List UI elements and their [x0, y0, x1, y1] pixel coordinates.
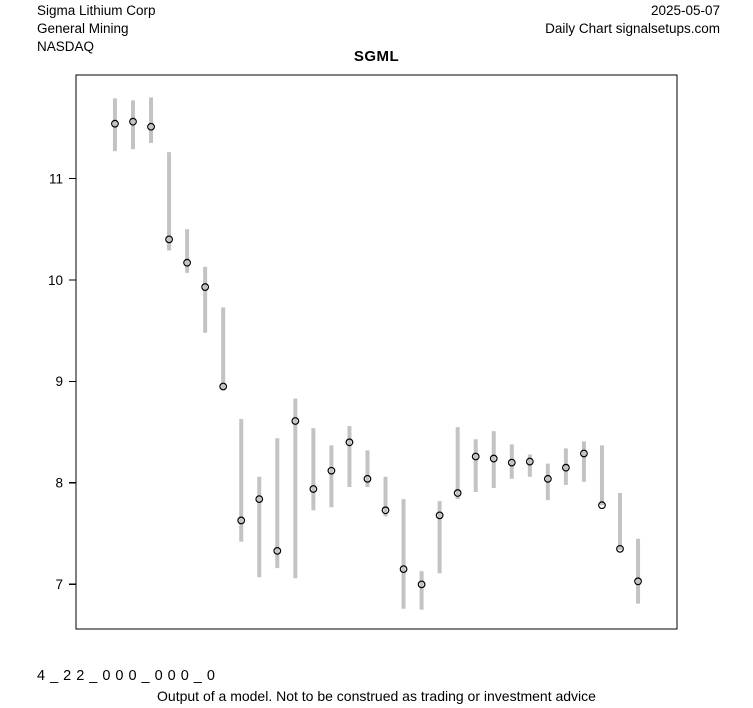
- footer-code: 4_22_000_000_0: [37, 668, 220, 684]
- exchange-name: NASDAQ: [37, 39, 95, 54]
- plot-border: [76, 75, 677, 629]
- industry-name: General Mining: [37, 21, 129, 36]
- y-axis-tick-label: 11: [48, 171, 63, 187]
- y-axis-tick-label: 7: [55, 577, 63, 593]
- y-axis-tick-label: 9: [55, 374, 63, 390]
- footer-disclaimer: Output of a model. Not to be construed as trading or investment advice: [157, 688, 596, 704]
- company-name: Sigma Lithium Corp: [37, 3, 156, 18]
- chart-source: Daily Chart signalsetups.com: [545, 21, 720, 36]
- chart-date: 2025-05-07: [650, 3, 720, 18]
- y-axis-tick-label: 10: [47, 272, 63, 288]
- y-axis-tick-label: 8: [55, 475, 63, 491]
- chart-title: SGML: [353, 48, 400, 65]
